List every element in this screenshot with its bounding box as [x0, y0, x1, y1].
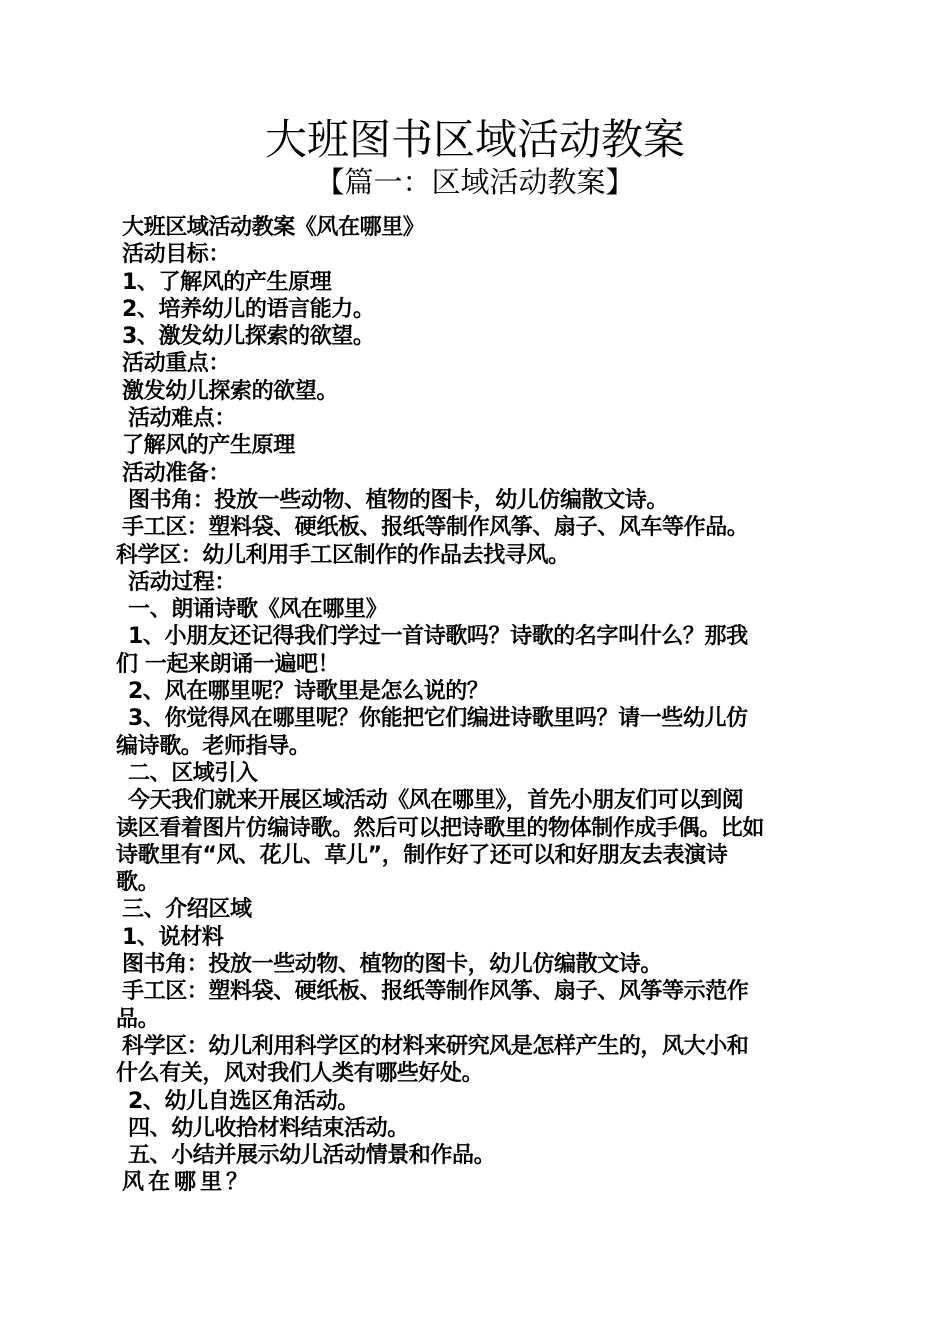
- text-line: 今天我们就来开展区域活动《风在哪里》，首先小朋友们可以到阅: [128, 788, 744, 814]
- text-line: 科学区：幼儿利用科学区的材料来研究风是怎样产生的，风大小和: [122, 1033, 749, 1059]
- text-line: 3、你觉得风在哪里呢？你能把它们编进诗歌里吗？请一些幼儿仿: [128, 706, 748, 732]
- text-line: 歌。: [116, 870, 160, 896]
- step-heading: 四、幼儿收拾材料结束活动。: [128, 1115, 409, 1141]
- document-body: [116, 214, 841, 1197]
- text-line: 1、说材料: [122, 924, 224, 950]
- lesson-title: 大班区域活动教案《风在哪里》: [122, 215, 425, 240]
- text-line: 科学区：幼儿利用手工区制作的作品去找寻风。: [116, 542, 570, 568]
- text-line: 图书角：投放一些动物、植物的图卡，幼儿仿编散文诗。: [122, 952, 663, 978]
- text-line: 1、小朋友还记得我们学过一首诗歌吗？诗歌的名字叫什么？那我: [128, 624, 748, 650]
- text-line: 2、幼儿自选区角活动。: [128, 1088, 359, 1114]
- text-line: 激发幼儿探索的欲望。: [122, 378, 339, 404]
- document-title: 大班图书区域活动教案: [264, 115, 685, 164]
- text-line: 读区看着图片仿编诗歌。然后可以把诗歌里的物体制作成手偶。比如: [116, 815, 765, 841]
- text-line: 什么有关，风对我们人类有哪些好处。: [116, 1061, 484, 1087]
- section-heading: 活动重点：: [122, 351, 231, 377]
- step-heading: 三、介绍区域: [122, 897, 252, 923]
- step-heading: 五、小结并展示幼儿活动情景和作品。: [128, 1143, 496, 1169]
- section-heading: 活动准备：: [122, 460, 231, 486]
- text-line: 诗歌里有“风、花儿、草儿”，制作好了还可以和好朋友去表演诗: [116, 842, 728, 868]
- text-line: 们 一起来朗诵一遍吧！: [116, 651, 340, 677]
- text-line: 编诗歌。老师指导。: [116, 733, 311, 759]
- step-heading: 二、区域引入: [128, 760, 258, 786]
- text-line: 2、风在哪里呢？诗歌里是怎么说的？: [128, 679, 489, 705]
- text-line: 1、了解风的产生原理: [122, 269, 332, 295]
- section-heading: 活动难点：: [128, 406, 237, 432]
- document-subtitle: 【篇一：区域活动教案】: [315, 165, 635, 199]
- section-heading: 活动目标：: [122, 242, 231, 268]
- text-line: 2、培养幼儿的语言能力。: [122, 296, 375, 322]
- text-line: 3、激发幼儿探索的欲望。: [122, 324, 375, 350]
- text-line: 图书角：投放一些动物、植物的图卡，幼儿仿编散文诗。: [128, 487, 669, 513]
- text-line: 了解风的产生原理: [122, 433, 295, 459]
- text-line: 手工区：塑料袋、硬纸板、报纸等制作风筝、扇子、风筝等示范作: [122, 979, 749, 1005]
- text-line: 手工区：塑料袋、硬纸板、报纸等制作风筝、扇子、风车等作品。: [122, 515, 749, 541]
- step-heading: 一、朗诵诗歌《风在哪里》: [128, 597, 388, 623]
- text-line: 品。: [116, 1006, 160, 1032]
- section-heading: 活动过程：: [128, 569, 237, 595]
- poem-title: 风在哪里？: [122, 1170, 253, 1196]
